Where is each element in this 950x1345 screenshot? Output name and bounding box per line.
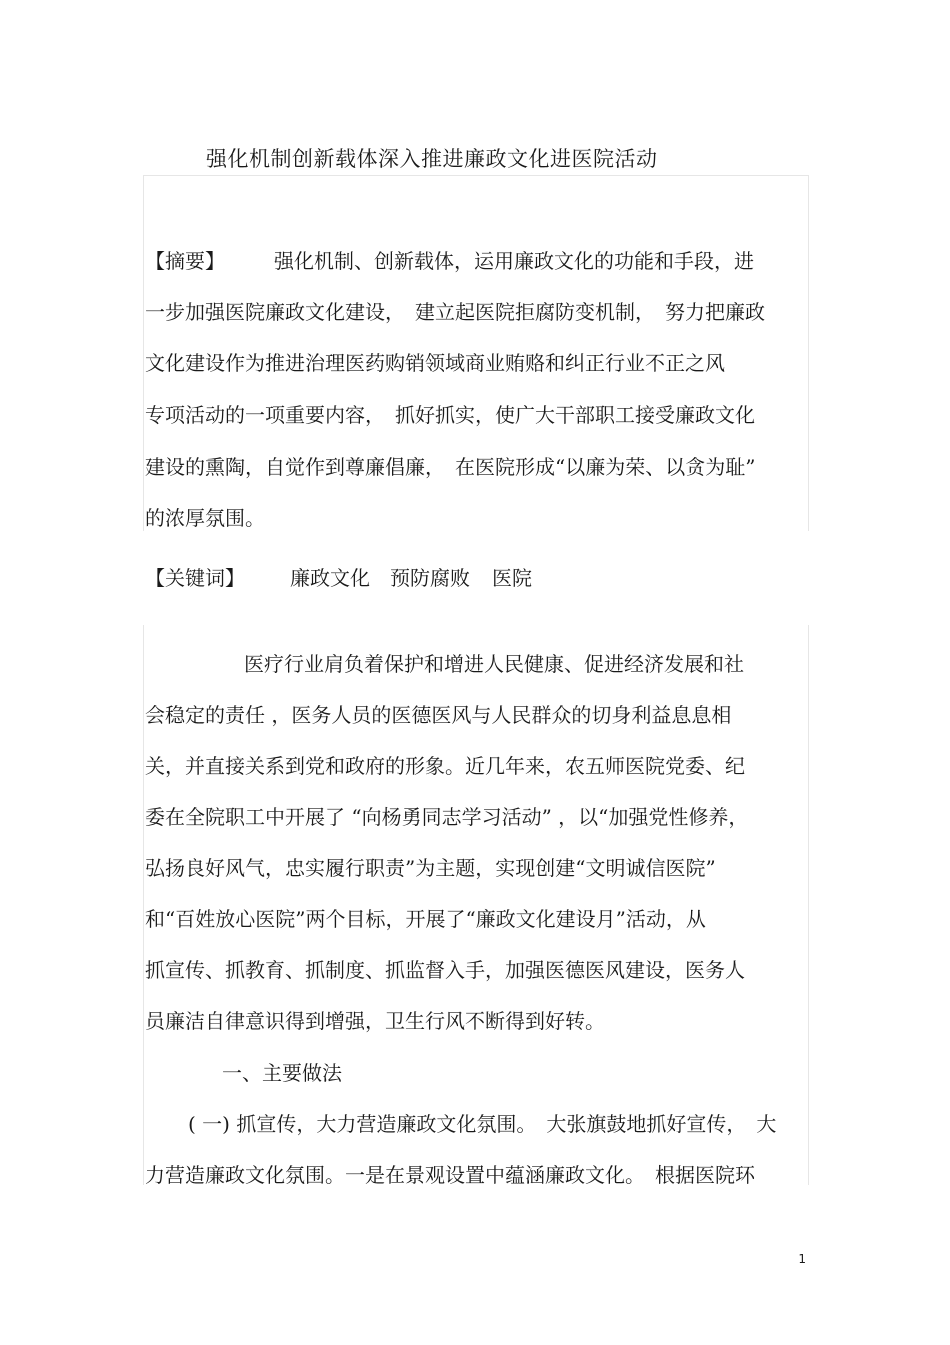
abstract-line: 建设的熏陶，自觉作到尊廉倡廉， 在医院形成“以廉为荣、以贪为耻” — [145, 455, 756, 479]
keyword: 医院 — [492, 566, 532, 590]
document-title: 强化机制创新载体深入推进廉政文化进医院活动 — [206, 147, 658, 171]
body-line: 会稳定的责任 ，医务人员的医德医风与人民群众的切身利益息息相 — [145, 703, 732, 727]
subsection-line: 力营造廉政文化氛围。一是在景观设置中蕴涵廉政文化。 根据医院环 — [145, 1163, 755, 1187]
page-number: 1 — [798, 1252, 806, 1266]
keyword: 预防腐败 — [390, 566, 470, 590]
body-line: 关，并直接关系到党和政府的形象。近几年来，农五师医院党委、纪 — [145, 754, 745, 778]
subsection-line: ( 一) 抓宣传，大力营造廉政文化氛围。 大张旗鼓地抓好宣传， 大 — [188, 1112, 777, 1136]
body-line: 员廉洁自律意识得到增强，卫生行风不断得到好转。 — [145, 1009, 605, 1033]
abstract-line: 文化建设作为推进治理医药购销领域商业贿赂和纠正行业不正之风 — [145, 351, 725, 375]
abstract-line: 一步加强医院廉政文化建设， 建立起医院拒腐防变机制， 努力把廉政 — [145, 300, 765, 324]
keyword: 廉政文化 — [290, 566, 370, 590]
body-line: 抓宣传、抓教育、抓制度、抓监督入手，加强医德医风建设，医务人 — [145, 958, 745, 982]
keywords-label: 【关键词】 — [145, 566, 245, 590]
abstract-line: 的浓厚氛围。 — [145, 506, 265, 530]
body-line: 弘扬良好风气，忠实履行职责”为主题，实现创建“文明诚信医院” — [145, 856, 716, 880]
abstract-line: 强化机制、创新载体，运用廉政文化的功能和手段，进 — [274, 249, 754, 273]
section-heading: 一、主要做法 — [222, 1061, 342, 1085]
abstract-line: 专项活动的一项重要内容， 抓好抓实，使广大干部职工接受廉政文化 — [145, 403, 755, 427]
body-line: 医疗行业肩负着保护和增进人民健康、促进经济发展和社 — [244, 652, 744, 676]
body-line: 和“百姓放心医院”两个目标，开展了“廉政文化建设月”活动，从 — [145, 907, 706, 931]
body-line: 委在全院职工中开展了 “向杨勇同志学习活动” ，以“加强党性修养， — [145, 805, 749, 829]
abstract-label: 【摘要】 — [145, 249, 225, 273]
